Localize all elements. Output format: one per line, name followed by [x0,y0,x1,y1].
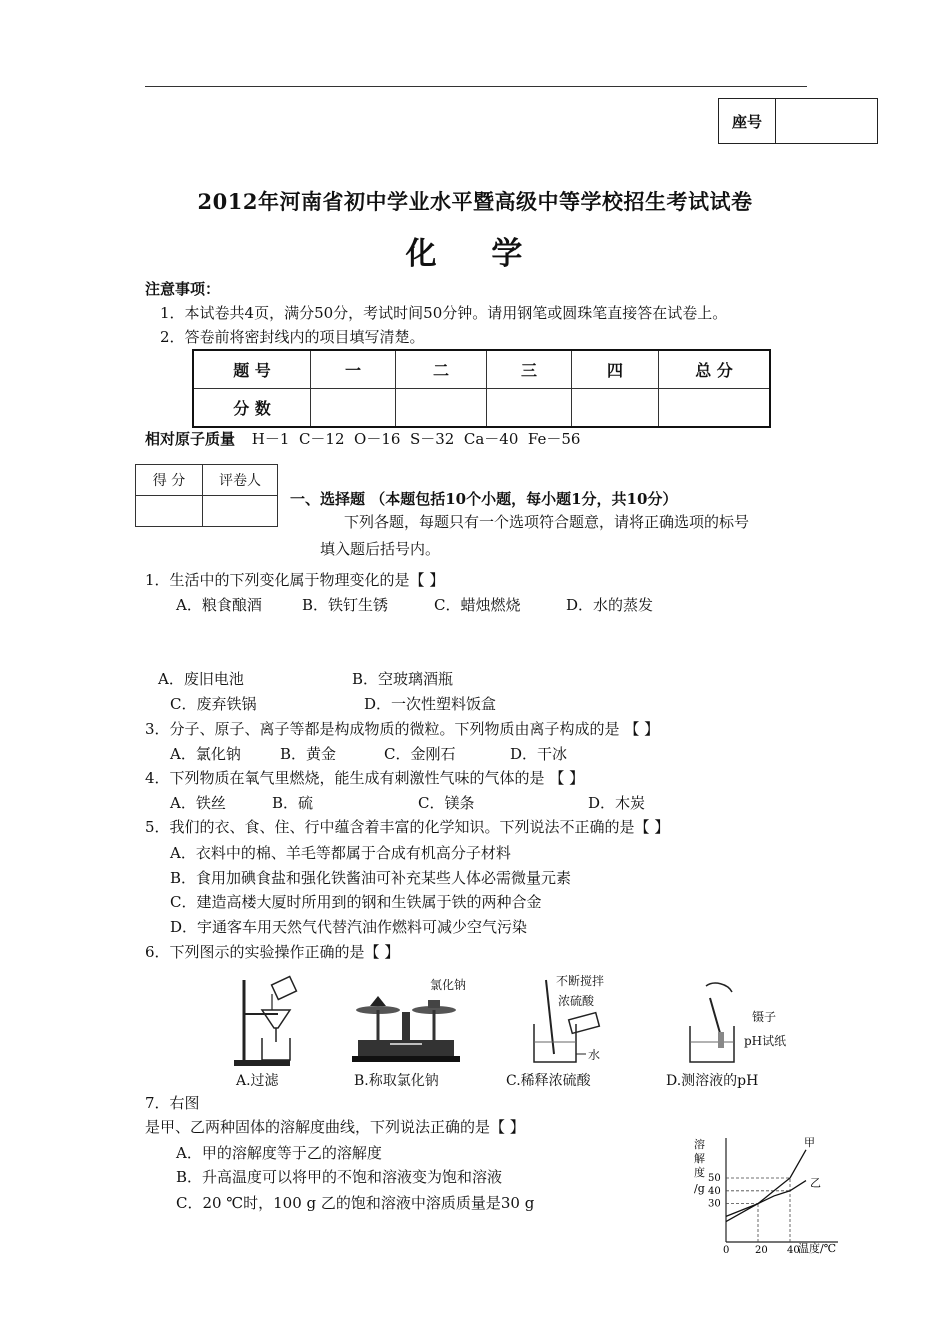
y-axis-label-3: 度 [694,1166,705,1179]
grader-reviewer-cell[interactable] [203,496,278,527]
atomic-mass-line [145,428,580,449]
y-axis-label-1: 溶 [694,1138,705,1151]
score-header-cell: 四 [572,350,659,389]
subject-title: 化 学 [405,236,545,272]
figure-caption: A.过滤 [236,1073,279,1089]
question-6-stem: 6．下列图示的实验操作正确的是【 】 [145,943,400,961]
option[interactable]: A．氯化钠 [170,745,241,763]
score-header-cell: 题 号 [193,350,311,389]
solubility-chart [688,1130,868,1254]
seat-number-blank[interactable] [776,99,877,143]
acid-label: 浓硫酸 [558,994,595,1008]
figure-caption: B.称取氯化钠 [354,1073,439,1089]
question-1-stem: 1．生活中的下列变化属于物理变化的是【 】 [145,571,445,589]
option[interactable]: C．镁条 [418,794,475,812]
option[interactable]: A．废旧电池 [158,670,244,688]
exam-title: 2012年河南省初中学业水平暨高级中等学校招生考试试卷 [197,189,753,214]
y-axis-label-4: /g [694,1182,705,1195]
stir-label: 不断搅拌 [556,974,605,988]
section1-heading: 一、选择题 （本题包括10个小题，每小题1分，共10分） [290,490,678,508]
question-4-stem: 4．下列物质在氧气里燃烧，能生成有刺激性气味的气体的是 【 】 [145,769,585,787]
question-3-stem: 3．分子、原子、离子等都是构成物质的微粒。下列物质由离子构成的是 【 】 [145,720,660,738]
score-table [192,349,771,428]
option[interactable]: C．建造高楼大厦时所用到的钢和生铁属于铁的两种合金 [170,893,542,911]
option[interactable]: C．蜡烛燃烧 [434,596,521,614]
score-cell[interactable] [572,389,659,428]
section1-instructions: 填入题后括号内。 [320,540,441,558]
option[interactable]: B．黄金 [280,745,337,763]
option[interactable]: A．衣料中的棉、羊毛等都属于合成有机高分子材料 [170,844,511,862]
option[interactable]: B．铁钉生锈 [302,596,389,614]
grader-table [135,464,278,527]
option[interactable]: D．宇通客车用天然气代替汽油作燃料可减少空气污染 [170,918,528,936]
option[interactable]: A．粮食酿酒 [176,596,262,614]
atomic-mass-label: 相对原子质量 [145,430,236,448]
seat-label: 座号 [719,99,776,143]
series-line-jia [726,1150,806,1222]
grader-score-label: 得 分 [136,465,203,496]
option[interactable]: C．20 ℃时，100 g 乙的饱和溶液中溶质质量是30 g [176,1194,535,1212]
x-tick-label: 40 [787,1245,800,1254]
tweezers-label: 镊子 [752,1010,777,1024]
x-tick-label: 0 [723,1245,730,1254]
score-cell[interactable] [487,389,572,428]
figure-caption: C.稀释浓硫酸 [506,1073,591,1089]
option[interactable]: B．升高温度可以将甲的不饱和溶液变为饱和溶液 [176,1168,503,1186]
score-row-label: 分 数 [193,389,311,428]
option[interactable]: C．金刚石 [384,745,456,763]
series-label: 乙 [810,1176,821,1190]
note-item: 1．本试卷共4页，满分50分，考试时间50分钟。请用钢笔或圆珠笔直接答在试卷上。 [160,304,728,322]
question-5-stem: 5．我们的衣、食、住、行中蕴含着丰富的化学知识。下列说法不正确的是【 】 [145,818,670,836]
atomic-mass-values: H－1 C－12 O－16 S－32 Ca－40 Fe－56 [251,430,581,448]
water-label: 水 [588,1048,601,1062]
balance-figure [350,982,462,1066]
figure-caption: D.测溶液的pH [666,1073,759,1089]
grader-score-cell[interactable] [136,496,203,527]
option[interactable]: D．水的蒸发 [566,596,654,614]
score-header-cell: 一 [311,350,396,389]
section1-instructions: 下列各题，每题只有一个选项符合题意，请将正确选项的标号 [344,513,750,531]
score-header-cell: 二 [396,350,487,389]
option[interactable]: C．废弃铁锅 [170,695,257,713]
notes-heading: 注意事项： [145,280,221,298]
option[interactable]: B．空玻璃酒瓶 [352,670,454,688]
score-cell[interactable] [311,389,396,428]
option[interactable]: A．甲的溶解度等于乙的溶解度 [176,1144,382,1162]
y-tick-label: 50 [708,1173,721,1184]
series-label: 甲 [804,1135,815,1149]
ph-test-figure [680,980,748,1066]
score-cell[interactable] [396,389,487,428]
grader-reviewer-label: 评卷人 [203,465,278,496]
option[interactable]: D．干冰 [510,745,568,763]
nacl-label: 氯化钠 [430,978,467,992]
option[interactable]: D．木炭 [588,794,646,812]
question-7-stem: 是甲、乙两种固体的溶解度曲线，下列说法正确的是【 】 [145,1118,525,1136]
seat-number-box [718,98,878,144]
score-cell[interactable] [659,389,771,428]
top-rule [145,86,807,87]
y-tick-label: 40 [708,1185,721,1197]
score-header-cell: 总 分 [659,350,771,389]
question-7-stem: 7．右图 [145,1094,200,1112]
option[interactable]: B．硫 [272,794,314,812]
note-item: 2．答卷前将密封线内的项目填写清楚。 [160,328,425,346]
filtration-figure [228,972,308,1072]
option[interactable]: D．一次性塑料饭盒 [364,695,497,713]
option[interactable]: A．铁丝 [170,794,226,812]
y-axis-label-2: 解 [694,1152,705,1165]
y-tick-label: 30 [708,1198,721,1210]
x-tick-label: 20 [755,1245,768,1254]
x-axis-label: 温度/℃ [798,1242,837,1254]
score-header-cell: 三 [487,350,572,389]
option[interactable]: B．食用加碘食盐和强化铁酱油可补充某些人体必需微量元素 [170,869,572,887]
series-line-yi [726,1181,806,1217]
ph-paper-label: pH试纸 [744,1034,787,1048]
